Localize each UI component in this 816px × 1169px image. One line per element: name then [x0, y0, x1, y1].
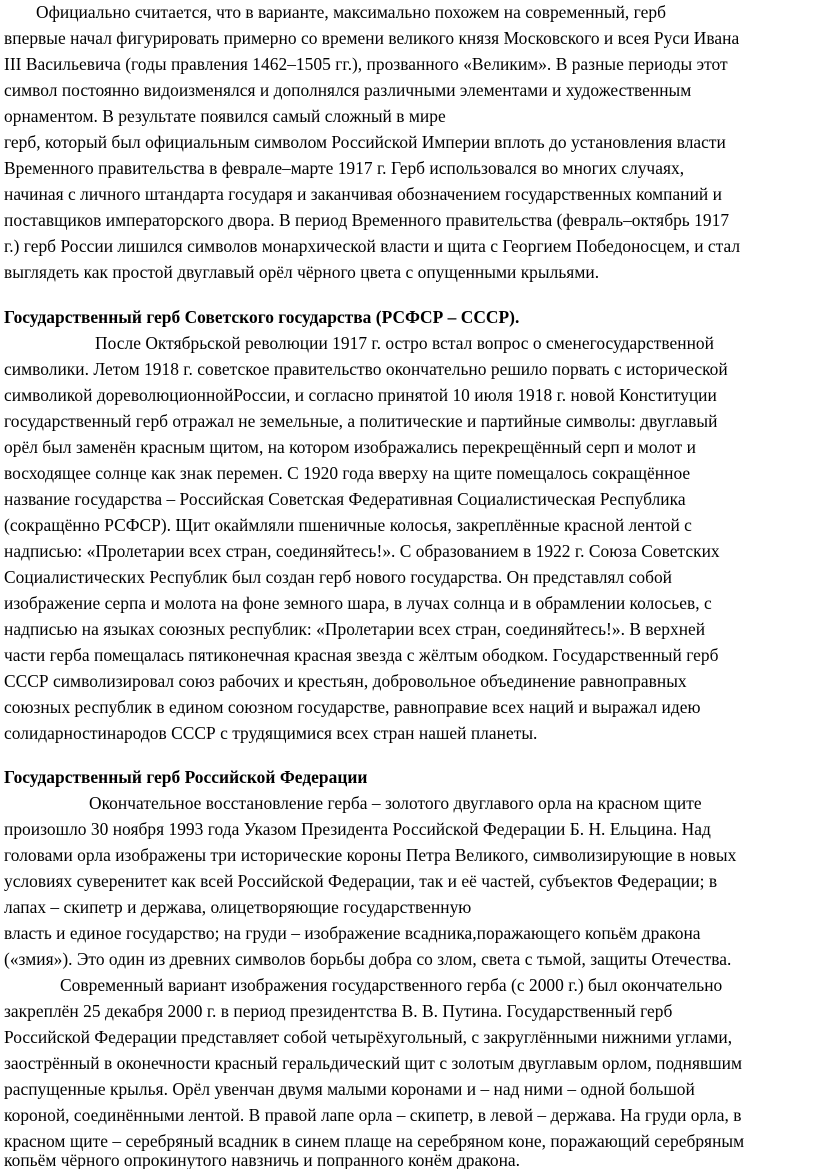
section-heading-russian-federation: Государственный герб Российской Федерации [4, 767, 368, 787]
s3-line-12: распущенные крылья. Орёл увенчан двумя малыми коронами и – над ними – одной большой [4, 1079, 695, 1099]
s2-line-1: После Октябрьской революции 1917 г. остро встал вопрос о сменегосударственной [95, 333, 714, 353]
s1-line-5: орнаментом. В результате появился самый сложный в мире [4, 106, 446, 126]
s2-line-6: восходящее солнце как знак перемен. С 1920 года вверху на щите помещалось сокращённое [4, 463, 691, 483]
s1-line-9: поставщиков императорского двора. В период Временного правительства (февраль–октябрь 1917 [4, 210, 730, 230]
s1-line-4: символ постоянно видоизменялся и дополнялся различными элементами и художественным [4, 80, 692, 100]
s1-line-6: герб, который был официальным символом Российской Империи вплоть до установления власти [4, 132, 726, 152]
s2-line-8: (сокращённо РСФСР). Щит окаймляли пшеничные колосья, закреплённые красной лентой с [4, 515, 692, 535]
s3-line-6: власть и единое государство; на груди – изображение всадника,поражающего копьём дракона [4, 923, 701, 943]
s2-line-5: орёл был заменён красным щитом, на котором изображались перекрещённый серп и молот и [4, 437, 696, 457]
s3-line-3: головами орла изображены три исторические короны Петра Великого, символизирующие в новых [4, 845, 737, 865]
s3-line-15: копьём чёрного опрокинутого навзничь и попранного конём дракона. [4, 1150, 521, 1169]
s2-line-3: символикой дореволюционнойРоссии, и согласно принятой 10 июля 1918 г. новой Конституции [4, 385, 717, 405]
s3-line-5: лапах – скипетр и держава, олицетворяющие государственную [4, 897, 472, 917]
s2-line-10: Социалистических Республик был создан герб нового государства. Он представлял собой [4, 567, 673, 587]
s3-line-13: короной, соединёнными лентой. В правой лапе орла – скипетр, в левой – держава. На груди орла, в [4, 1105, 742, 1125]
s3-line-4: условиях суверенитет как всей Российской Федерации, так и её частей, субъектов Федерации; в [4, 871, 718, 891]
s1-line-7: Временного правительства в феврале–марте 1917 г. Герб использовался во многих случаях, [4, 158, 685, 178]
s3-line-7: («змия»). Это один из древних символов борьбы добра со злом, света с тьмой, защиты Отечества. [4, 949, 732, 969]
s2-line-9: надписью: «Пролетарии всех стран, соединяйтесь!». С образованием в 1922 г. Союза Советских [4, 541, 720, 561]
s1-line-8: начиная с личного штандарта государя и заканчивая обозначением государственных компаний и [4, 184, 722, 204]
s3-line-2: произошло 30 ноября 1993 года Указом Президента Российской Федерации Б. Н. Ельцина. Над [4, 819, 711, 839]
s2-line-16: солидарностинародов СССР с трудящимися всех стран нашей планеты. [4, 723, 538, 743]
s1-line-10: г.) герб России лишился символов монархической власти и щита с Георгием Победоносцем, и стал [4, 236, 741, 256]
s3-line-14: красном щите – серебряный всадник в синем плаще на серебряном коне, поражающий серебряным [4, 1131, 745, 1151]
s1-line-11: выглядеть как простой двуглавый орёл чёрного цвета с опущенными крыльями. [4, 262, 600, 282]
s2-line-12: надписью на языках союзных республик: «Пролетарии всех стран, соединяйтесь!». В верхней [4, 619, 706, 639]
s3-line-11: заострённый в оконечности красный геральдический щит с золотым двуглавым орлом, поднявшим [4, 1053, 743, 1073]
s3-line-10: Российской Федерации представляет собой четырёхугольный, с закруглёнными нижними углами, [4, 1027, 733, 1047]
s2-line-2: символики. Летом 1918 г. советское правительство окончательно решило порвать с исторической [4, 359, 728, 379]
s2-line-7: название государства – Российская Советская Федеративная Социалистическая Республика [4, 489, 686, 509]
s3-line-8: Современный вариант изображения государственного герба (с 2000 г.) был окончательно [60, 975, 723, 995]
s2-line-11: изображение серпа и молота на фоне земного шара, в лучах солнца и в обрамлении колосьев, с [4, 593, 712, 613]
s1-line-1: Официально считается, что в варианте, максимально похожем на современный, герб [36, 2, 666, 22]
s3-line-9: закреплён 25 декабря 2000 г. в период президентства В. В. Путина. Государственный герб [4, 1001, 673, 1021]
section-heading-soviet: Государственный герб Советского государства (РСФСР – СССР). [4, 307, 520, 327]
s1-line-3: III Васильевича (годы правления 1462–1505 гг.), прозванного «Великим». В разные периоды этот [4, 54, 728, 74]
s2-line-13: части герба помещалась пятиконечная красная звезда с жёлтым ободком. Государственный герб [4, 645, 719, 665]
s2-line-14: СССР символизировал союз рабочих и крестьян, добровольное объединение равноправных [4, 671, 687, 691]
s2-line-15: союзных республик в едином союзном государстве, равноправие всех наций и выражал идею [4, 697, 701, 717]
s2-line-4: государственный герб отражал не земельные, а политические и партийные символы: двуглавый [4, 411, 718, 431]
s3-line-1: Окончательное восстановление герба – золотого двуглавого орла на красном щите [89, 793, 702, 813]
s1-line-2: впервые начал фигурировать примерно со времени великого князя Московского и всея Руси Ивана [4, 28, 740, 48]
